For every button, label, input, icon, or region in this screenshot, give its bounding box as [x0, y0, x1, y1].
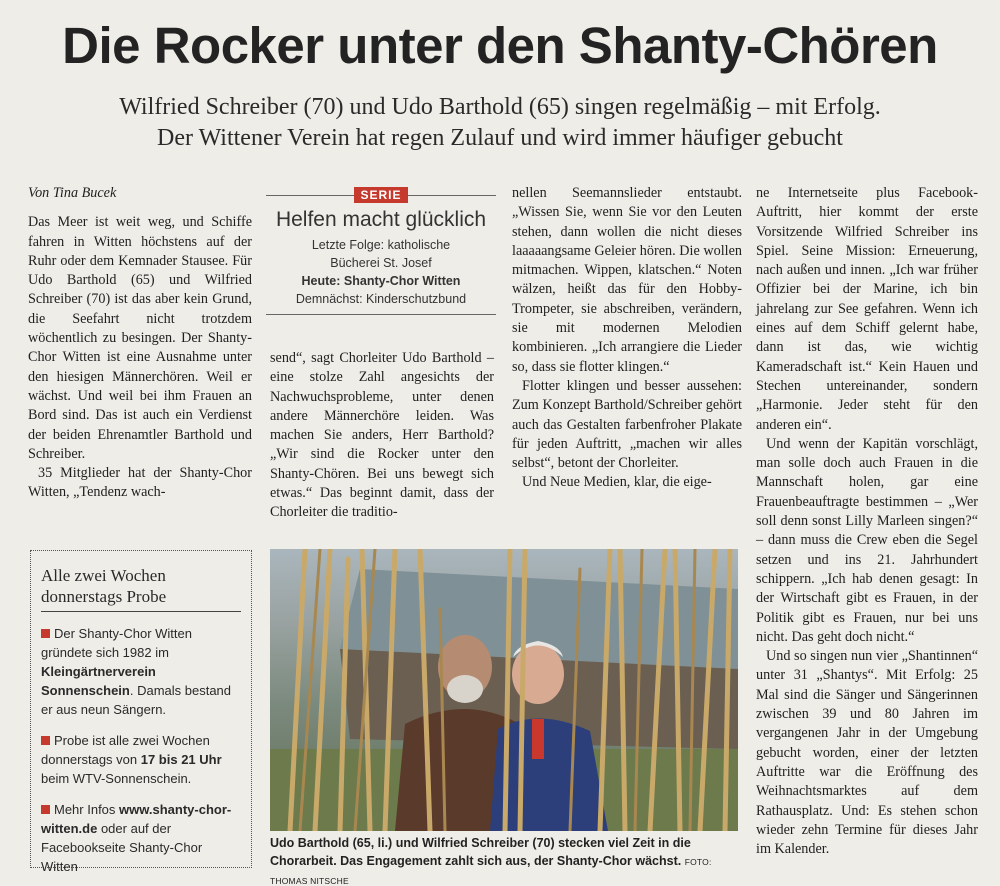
- photo-illustration: [270, 549, 738, 831]
- col3-paragraph-3: Und Neue Medien, klar, die eige-: [522, 474, 712, 491]
- subhead-line-1: Wilfried Schreiber (70) und Udo Barthold (65) singen regelmäßig – mit Erfolg.: [119, 94, 881, 120]
- info-item-website: [41, 800, 241, 876]
- caption-text: Udo Barthold (65, li.) und Wilfried Schreiber (70) stecken viel Zeit in die Chorarbeit. Das Engagement zahlt sich aus, der Shanty-Chor wächst.: [270, 836, 691, 868]
- col4-paragraph-1: ne Internetseite plus Facebook-Auftritt, hier kommt der erste Vorsitzende Wilfried Schreiber ins Spiel. Seine Mission: Erneuerung, nach außen und innen. „Ich war früher Offizier bei der Marine, ich bin jahrelang zur See gefahren. Wenn ich eines auf dem Schiff gelernt habe, dann ist das, wie wichtig Kameradschaft ist.“ Kein Hauen und Stechen untereinander, sondern „Harmonie. Jeder steht für den anderen ein“.: [756, 185, 978, 433]
- info-item-bold: Kleingärtnerverein Sonnenschein: [41, 664, 156, 698]
- info-item-rehearsal: [41, 731, 241, 788]
- series-today: Heute: Shanty-Chor Witten: [301, 274, 461, 288]
- info-item-text: oder auf der Facebookseite Shanty-Chor Witten: [41, 821, 203, 874]
- bullet-square-icon: [41, 805, 50, 814]
- info-box-title: Alle zwei Wochen donnerstags Probe: [41, 565, 241, 612]
- info-item-text: beim WTV-Sonnenschein.: [41, 771, 192, 786]
- byline: Von Tina Bucek: [28, 185, 117, 201]
- col4-paragraph-2: Und wenn der Kapitän vorschlägt, man solle doch auch Frauen in die Mannschaft holen, gar eine Frauenbeauftragte bestimmen – „Wer soll denn sonst Lilly Marleen singen?“ – dann muss die Crew eben die Segel setzen und ins 21. Jahrhundert schippern. „Ich hab denen gesagt: In der Wirtschaft gibt es Frauen, in der Politik gibt es Frauen, nur bei uns nicht. Das geht doch nicht.“: [756, 435, 978, 645]
- col4-paragraph-3: Und so singen nun vier „Shantinnen“ unter 31 „Shantys“. Mit Erfolg: 25 Mal sind die Sänger und Sängerinnen zwischen 39 und 80 Jahren im vergangenen Jahr in der Umgebung gebucht worden, einer der letzten Auftritte war die Eröffnung des Weihnachtsmarktes auf dem Rathausplatz. Und: Es stehen schon wieder zehn Termine für dieses Jahr im Kalender.: [756, 648, 978, 858]
- series-bottom-rule: [266, 314, 496, 315]
- info-item-text: Der Shanty-Chor Witten gründete sich 1982 im: [41, 626, 192, 660]
- info-item-text: . Damals bestand er aus neun Sängern.: [41, 683, 232, 717]
- man-right-head: [512, 644, 564, 704]
- series-title: Helfen macht glücklich: [275, 208, 487, 231]
- column-3: [512, 184, 742, 493]
- info-item-text: Probe ist alle zwei Wochen donnerstags von: [41, 733, 210, 767]
- series-box: [266, 186, 496, 315]
- info-item-bold: 17 bis 21 Uhr: [140, 752, 222, 767]
- photo-credit: FOTO: THOMAS NITSCHE: [270, 857, 712, 886]
- col1-paragraph-1: Das Meer ist weit weg, und Schiffe fahren in Witten höchstens auf der Ruhr oder dem Kemnader Stausee. Für Udo Barthold (65) und Wilfried Schreiber (70) ist das aber kein Grund, die Seefahrt nicht trotzdem wöchentlich zu besingen. Der Shanty-Chor Witten ist eine Ausnahme unter den hiesigen Männerchören. Weil er wächst. Und weil bei ihm Frauen an Bord sind. Das ist auch ein Verdienst der beiden Ehrenamtler Barthold und Schreiber.: [28, 214, 252, 462]
- col3-paragraph-1: nellen Seemannslieder entstaubt. „Wissen Sie, wenn Sie vor den Leuten stehen, dann wollen die nicht dieses laaaaangsame Geleier hören. Die wollen mitmachen. Wippen, klatschen.“ Noten wälzen, heißt das für den Hobby-Trompeter, sie abschreiben, verändern, sie mit modernen Melodien kombinieren. „Ich arrangiere die Lieder so, dass sie flotter klingen.“: [512, 185, 742, 375]
- series-details: [266, 236, 496, 308]
- subheadline: [0, 92, 1000, 154]
- photo-caption: [270, 834, 740, 886]
- headline: Die Rocker unter den Shanty-Chören: [62, 17, 938, 74]
- info-item-founding: [41, 624, 241, 719]
- man-right-shirt: [532, 719, 544, 759]
- info-box: [30, 550, 252, 874]
- series-last-episode: Letzte Folge: katholische Bücherei St. Josef: [311, 238, 451, 270]
- col2-paragraph-1: send“, sagt Chorleiter Udo Barthold – eine stolze Zahl angesichts der Nachwuchsprobleme, unter denen andere Männerchöre leiden. Was machen Sie anders, Herr Barthold? „Wir sind die Rocker unter den Shanty-Chören. Bei uns bewegt sich etwas.“ Das beginnt damit, dass der Chorleiter die traditio-: [270, 350, 494, 521]
- bullet-square-icon: [41, 736, 50, 745]
- column-2: [270, 349, 494, 523]
- website-link[interactable]: www.shanty-chor-witten.de: [41, 802, 232, 836]
- column-1: [28, 184, 252, 503]
- series-tag: SERIE: [354, 187, 407, 203]
- col1-paragraph-2: 35 Mitglieder hat der Shanty-Chor Witten, „Tendenz wach-: [28, 465, 252, 501]
- column-4: [756, 184, 978, 859]
- col3-paragraph-2: Flotter klingen und besser aussehen: Zum Konzept Barthold/Schreiber gehört auch das Gestalten farbenfroher Plakate für jeden Auftritt, „machen wir alles selbst“, betont der Chorleiter.: [512, 377, 742, 472]
- man-left-beard: [447, 675, 483, 703]
- bullet-square-icon: [41, 629, 50, 638]
- info-item-text: Mehr Infos: [54, 802, 120, 817]
- subhead-line-2: Der Wittener Verein hat regen Zulauf und wird immer häufiger gebucht: [157, 125, 843, 151]
- series-next: Demnächst: Kinderschutzbund: [295, 292, 467, 306]
- photo-choir-leaders: [270, 549, 738, 831]
